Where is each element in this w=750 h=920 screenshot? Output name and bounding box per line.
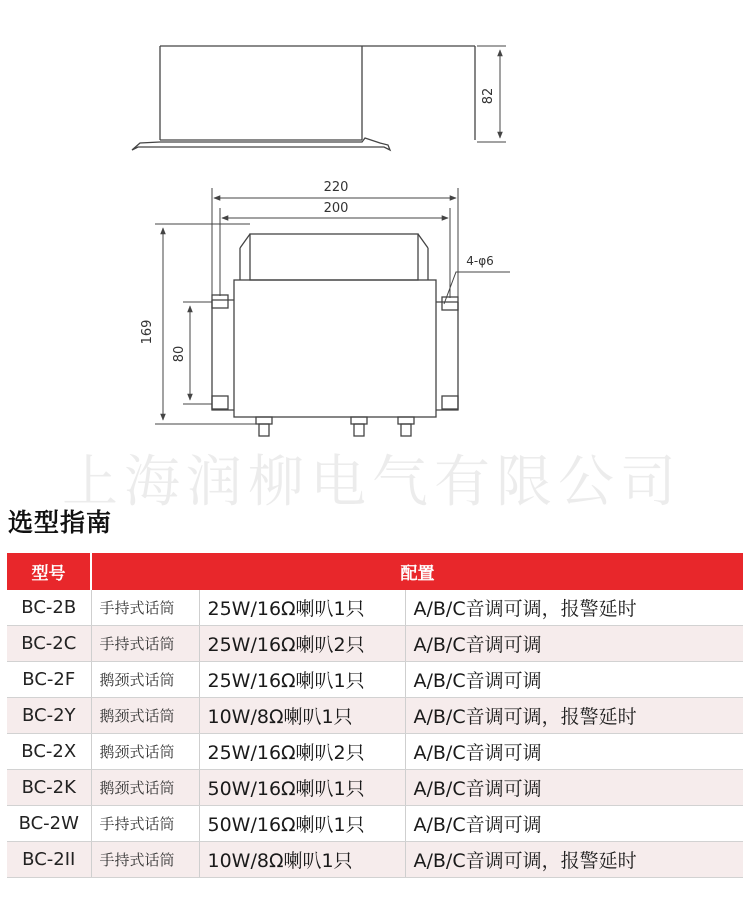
cell-mic-type: 鹅颈式话筒: [91, 734, 199, 770]
cell-feature: A/B/C音调可调，报警延时: [405, 842, 743, 878]
cell-feature: A/B/C音调可调: [405, 734, 743, 770]
dim-220-label: 220: [323, 180, 349, 195]
front-view: [155, 188, 510, 436]
table-row: [7, 770, 743, 806]
table-row: [7, 698, 743, 734]
table-row: [7, 734, 743, 770]
dim-169-label: 169: [140, 319, 155, 345]
cell-feature: A/B/C音调可调，报警延时: [405, 590, 743, 626]
cell-speaker: 25W/16Ω喇叭1只: [199, 662, 405, 698]
side-view: [132, 46, 506, 150]
table-row: [7, 806, 743, 842]
cell-speaker: 50W/16Ω喇叭1只: [199, 806, 405, 842]
cell-model: BC-2K: [7, 770, 91, 806]
header-config: 配置: [91, 553, 743, 590]
cell-mic-type: 手持式话筒: [91, 590, 199, 626]
cell-mic-type: 手持式话筒: [91, 842, 199, 878]
cell-speaker: 25W/16Ω喇叭2只: [199, 734, 405, 770]
cell-model: BC-2W: [7, 806, 91, 842]
section-title: 选型指南: [8, 508, 113, 537]
cell-model: BC-2B: [7, 590, 91, 626]
cell-mic-type: 鹅颈式话筒: [91, 698, 199, 734]
table-row: [7, 662, 743, 698]
cell-mic-type: 手持式话筒: [91, 806, 199, 842]
table-row: [7, 626, 743, 662]
cell-feature: A/B/C音调可调，报警延时: [405, 698, 743, 734]
cell-speaker: 25W/16Ω喇叭2只: [199, 626, 405, 662]
dim-82-label: 82: [481, 87, 496, 105]
cell-speaker: 10W/8Ω喇叭1只: [199, 842, 405, 878]
cell-feature: A/B/C音调可调: [405, 662, 743, 698]
cell-model: BC-2C: [7, 626, 91, 662]
hole-callout-label: 4-φ6: [466, 254, 494, 268]
dim-200-label: 200: [323, 201, 349, 216]
cell-mic-type: 鹅颈式话筒: [91, 770, 199, 806]
company-watermark: 上海润柳电气有限公司: [62, 450, 682, 515]
table-header-row: [7, 553, 743, 590]
cell-speaker: 25W/16Ω喇叭1只: [199, 590, 405, 626]
cell-feature: A/B/C音调可调: [405, 806, 743, 842]
cell-mic-type: 鹅颈式话筒: [91, 662, 199, 698]
table-row: [7, 842, 743, 878]
cell-model: BC-2X: [7, 734, 91, 770]
header-model: 型号: [7, 553, 91, 590]
spec-table: [7, 553, 743, 878]
cell-speaker: 10W/8Ω喇叭1只: [199, 698, 405, 734]
table-row: [7, 590, 743, 626]
cell-mic-type: 手持式话筒: [91, 626, 199, 662]
dim-80-label: 80: [172, 345, 187, 363]
cell-speaker: 50W/16Ω喇叭1只: [199, 770, 405, 806]
cell-model: BC-2II: [7, 842, 91, 878]
cell-feature: A/B/C音调可调: [405, 770, 743, 806]
cell-model: BC-2F: [7, 662, 91, 698]
cell-model: BC-2Y: [7, 698, 91, 734]
cell-feature: A/B/C音调可调: [405, 626, 743, 662]
